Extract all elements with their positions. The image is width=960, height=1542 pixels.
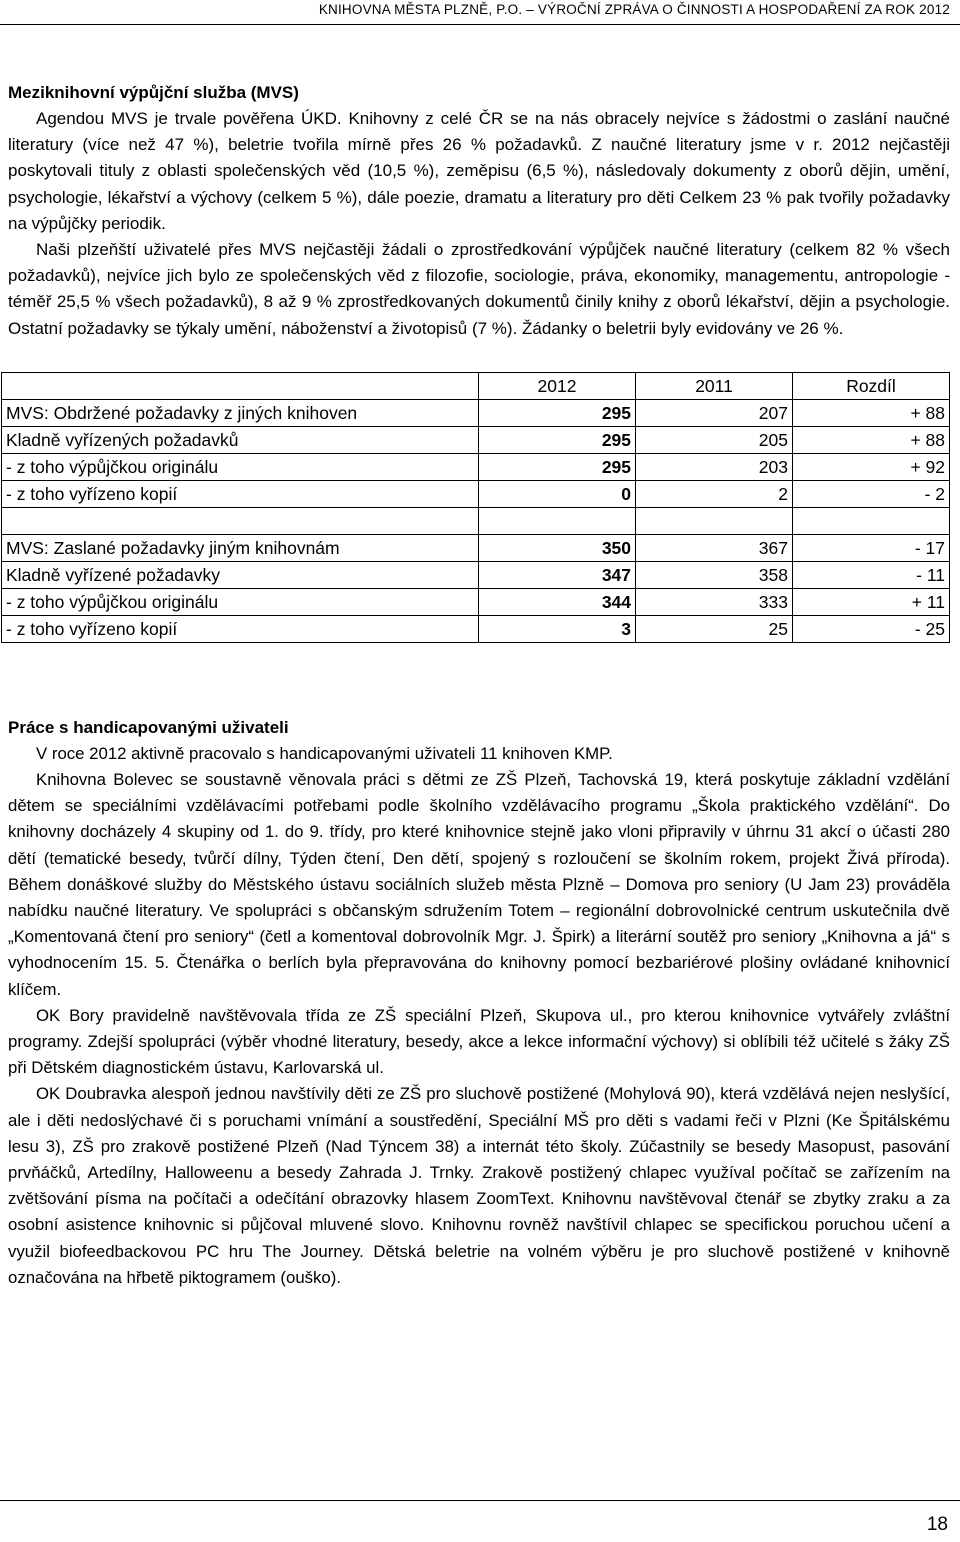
row-label: MVS: Obdržené požadavky z jiných knihoven [2,399,479,426]
value-diff: + 88 [793,426,950,453]
value-2011: 205 [636,426,793,453]
value-2012: 350 [479,534,636,561]
section-title-mvs: Meziknihovní výpůjční služba (MVS) [8,83,299,102]
row-label: - z toho výpůjčkou originálu [2,588,479,615]
table-row [2,588,950,615]
value-2012: 347 [479,561,636,588]
value-2012: 295 [479,399,636,426]
header-divider [0,24,960,25]
table-header-empty [2,372,479,399]
handicap-paragraph-4: OK Doubravka alespoň jednou navštívily děti ze ZŠ pro sluchově postižené (Mohylová 90), která vzdělává nejen neslyšící, ale i děti nedoslýchavé či s poruchami vnímání a soustředění, Speciální MŠ pro děti s vadami řeči v Plzni (Ke Špitálskému lesu 3), ZŠ pro zrakově postižené Plzeň (Nad Týncem 38) a internát této školy. Zúčastnily se besedy Masopust, pasování prvňáčků, Artedílny, Halloweenu a besedy Zahrada J. Trnky. Zrakově postižený chlapec využíval počítač se zařízením na zvětšování písma na počítači a odečítání obrazovky hlasem ZoomText. Knihovnu navštěvoval čtenář se zbytky zraku a za osobní asistence knihovnic si půjčoval mluvené slovo. Knihovnu rovněž navštívil chlapec se specifickou poruchou učení a využil biofeedbackovou PC hru The Journey. Dětská beletrie na volném výběru je pro sluchově postižené v knihovně označována na hřbetě piktogramem (ouško). [8,1084,950,1287]
value-2012: 3 [479,615,636,642]
value-diff: + 11 [793,588,950,615]
column-header-rozdil: Rozdíl [793,372,950,399]
value-2011: 2 [636,480,793,507]
value-2011: 207 [636,399,793,426]
value-2011: 333 [636,588,793,615]
column-header-2012: 2012 [479,372,636,399]
row-label: - z toho vyřízeno kopií [2,480,479,507]
value-diff: + 92 [793,453,950,480]
value-diff: - 17 [793,534,950,561]
handicap-paragraph-2: Knihovna Bolevec se soustavně věnovala práci s dětmi ze ZŠ Plzeň, Tachovská 19, která poskytuje základní vzdělání dětem se speciálními vzdělávacími potřebami podle školního vzdělávacího programu „Škola praktického vzdělání“. Do knihovny docházely 4 skupiny od 1. do 9. třídy, pro které knihovnice stejně jako vloni připravily v úhrnu 31 akcí o účasti 280 dětí (tematické besedy, tvůrčí dílny, Týden čtení, Den dětí, spojený s rozloučení se školním rokem, projekt Živá příroda). Během donáškové služby do Městského ústavu sociálních služeb města Plzně – Domova pro seniory (U Jam 23) prováděla nabídku naučné literatury. Ve spolupráci s občanským sdružením Totem – regionální dobrovolnické centrum uskutečnila dvě „Komentovaná čtení pro seniory“ (četl a komentoval dobrovolník Mgr. J. Špirk) a literární soutěž pro seniory „Knihovna a já“ s vyhodnocením 15. 5. Čtenářka o berlích byla přepravována do knihovny pomocí bezbariérové plošiny ovládané knihovnicí klíčem. [8,770,950,999]
row-label: MVS: Zaslané požadavky jiným knihovnám [2,534,479,561]
value-2012: 0 [479,480,636,507]
page-content [8,80,950,1291]
value-diff: - 25 [793,615,950,642]
spacer-cell [793,507,950,534]
value-diff: - 2 [793,480,950,507]
value-diff: + 88 [793,399,950,426]
spacer-cell [479,507,636,534]
table-row [2,534,950,561]
table-row [2,561,950,588]
footer-divider [0,1500,960,1501]
row-label: Kladně vyřízené požadavky [2,561,479,588]
table-row [2,453,950,480]
mvs-paragraph-2: Naši plzeňští uživatelé přes MVS nejčastěji žádali o zprostředkování výpůjček naučné literatury (celkem 82 % všech požadavků), nejvíce jich bylo ze společenských věd z filozofie, sociologie, práva, ekonomiky, managementu, antropologie - téměř 25,5 % všech požadavků), 8 až 9 % zprostředkovaných dokumentů činily knihy z oborů lékařství, dějin a psychologie. Ostatní požadavky se týkaly umění, náboženství a životopisů (7 %). Žádanky o beletrii byly evidovány ve 26 %. [8,240,950,338]
page-number: 18 [926,1514,948,1535]
table-row [2,399,950,426]
page-header: KNIHOVNA MĚSTA PLZNĚ, P.O. – VÝROČNÍ ZPRÁVA O ČINNOSTI A HOSPODAŘENÍ ZA ROK 2012 [318,2,950,17]
spacer-cell [2,507,479,534]
mvs-paragraph-1: Agendou MVS je trvale pověřena ÚKD. Knihovny z celé ČR se na nás obracely nejvíce s žádostmi o zaslání naučné literatury (více než 47 %), beletrie tvořila mírně přes 26 % požadavků. Z naučné literatury jsme v r. 2012 nejčastěji poskytovali tituly z oblasti společenských věd (10,5 %), zeměpisu (6,5 %), následovaly dokumenty z oborů dějin, umění, psychologie, lékařství a výchovy (celkem 5 %), dále poezie, dramatu a literatury pro děti Celkem 23 % pak tvořily požadavky na výpůjčky periodik. [8,109,950,233]
value-2011: 358 [636,561,793,588]
row-label: - z toho vyřízeno kopií [2,615,479,642]
row-label: - z toho výpůjčkou originálu [2,453,479,480]
table-row [2,480,950,507]
value-2012: 295 [479,426,636,453]
column-header-2011: 2011 [636,372,793,399]
handicap-paragraph-1: V roce 2012 aktivně pracovalo s handicapovanými uživateli 11 knihoven KMP. [36,743,613,763]
value-2012: 344 [479,588,636,615]
row-label: Kladně vyřízených požadavků [2,426,479,453]
handicap-paragraph-3: OK Bory pravidelně navštěvovala třída ze ZŠ speciální Plzeň, Skupova ul., pro kterou knihovnice vytvářely zvláštní programy. Zdejší spolupráci (výběr vhodné literatury, besedy, akce a lekce informační výchovy) si oblíbili též učitelé s žáky ZŠ při Dětském diagnostickém ústavu, Karlovarská ul. [8,1005,950,1078]
value-diff: - 11 [793,561,950,588]
section-title-handicap: Práce s handicapovanými uživateli [8,717,289,737]
spacer-cell [636,507,793,534]
table-header-row [2,372,950,399]
mvs-stats-table [1,372,950,643]
value-2011: 203 [636,453,793,480]
value-2011: 25 [636,615,793,642]
table-row [2,615,950,642]
table-spacer-row [2,507,950,534]
section-gap [8,643,950,715]
value-2012: 295 [479,453,636,480]
table-row [2,426,950,453]
value-2011: 367 [636,534,793,561]
